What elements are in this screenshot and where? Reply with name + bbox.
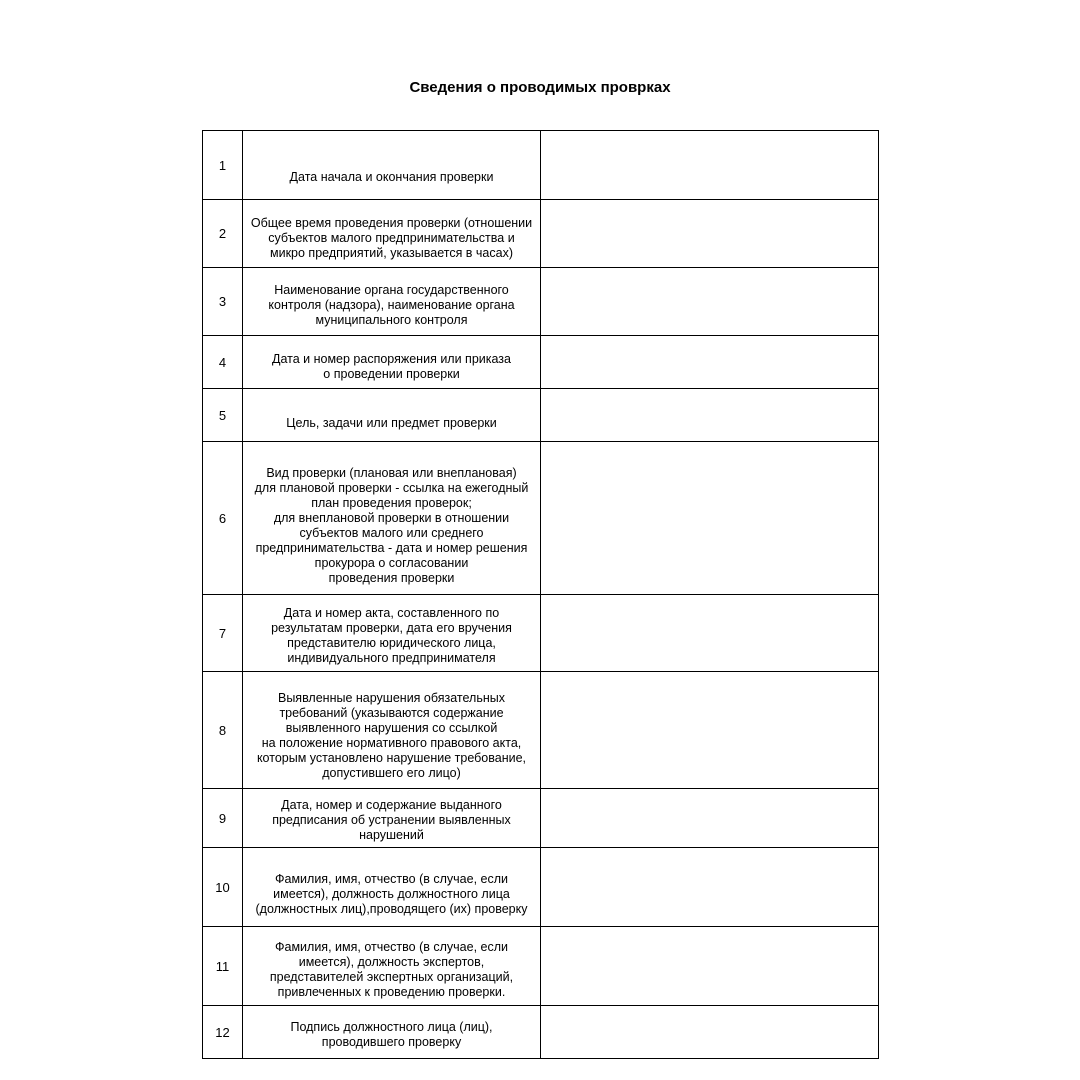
row-description bbox=[243, 442, 541, 595]
row-description-text: Дата и номер акта, составленного по результатам проверки, дата его вручения представителю юридического лица, индивидуального предпринимателя bbox=[271, 606, 512, 665]
table-row bbox=[203, 789, 879, 848]
row-description-text: Фамилия, имя, отчество (в случае, если имеется), должность экспертов, представителей экспертных организаций, привлеченных к проведению проверки. bbox=[269, 939, 514, 999]
row-value[interactable] bbox=[541, 389, 879, 442]
row-description bbox=[243, 848, 541, 927]
row-description bbox=[243, 200, 541, 268]
row-number: 5 bbox=[203, 389, 243, 442]
row-value[interactable] bbox=[541, 442, 879, 595]
table-row bbox=[203, 389, 879, 442]
row-value[interactable] bbox=[541, 268, 879, 336]
row-description bbox=[243, 131, 541, 200]
row-description-text: Дата, номер и содержание выданного предписания об устранении выявленных нарушений bbox=[272, 798, 511, 842]
row-description bbox=[243, 389, 541, 442]
row-number: 10 bbox=[203, 848, 243, 927]
row-number: 3 bbox=[203, 268, 243, 336]
row-description bbox=[243, 268, 541, 336]
row-number: 1 bbox=[203, 131, 243, 200]
row-description-text: Общее время проведения проверки (отношении субъектов малого предпринимательства и микро предприятий, указывается в часах) bbox=[250, 215, 533, 260]
table-row bbox=[203, 200, 879, 268]
row-description-text: Дата начала и окончания проверки bbox=[289, 169, 494, 184]
row-value[interactable] bbox=[541, 1006, 879, 1059]
row-description-text: Фамилия, имя, отчество (в случае, если имеется), должность должностного лица (должностных лиц),проводящего (их) проверку bbox=[255, 872, 528, 916]
row-description-text: Дата и номер распоряжения или приказа о проведении проверки bbox=[271, 351, 511, 381]
row-value[interactable] bbox=[541, 131, 879, 200]
row-description bbox=[243, 336, 541, 389]
row-description bbox=[243, 927, 541, 1006]
table-row bbox=[203, 442, 879, 595]
row-description-text: Подпись должностного лица (лиц), проводившего проверку bbox=[290, 1020, 493, 1049]
row-value[interactable] bbox=[541, 927, 879, 1006]
row-value[interactable] bbox=[541, 789, 879, 848]
row-number: 8 bbox=[203, 672, 243, 789]
row-number: 11 bbox=[203, 927, 243, 1006]
row-number: 4 bbox=[203, 336, 243, 389]
table-row bbox=[203, 927, 879, 1006]
row-description bbox=[243, 672, 541, 789]
row-description-text: Выявленные нарушения обязательных требований (указываются содержание выявленного нарушения со ссылкой на положение нормативного правового акта, которым установлено нарушение требование, допустившего его лицо) bbox=[256, 691, 527, 780]
table-row bbox=[203, 336, 879, 389]
row-value[interactable] bbox=[541, 595, 879, 672]
row-description bbox=[243, 789, 541, 848]
table-row bbox=[203, 672, 879, 789]
row-value[interactable] bbox=[541, 672, 879, 789]
row-description-text: Наименование органа государственного контроля (надзора), наименование органа муниципального контроля bbox=[268, 282, 515, 327]
row-number: 9 bbox=[203, 789, 243, 848]
row-number: 2 bbox=[203, 200, 243, 268]
row-number: 6 bbox=[203, 442, 243, 595]
table-row bbox=[203, 268, 879, 336]
row-number: 12 bbox=[203, 1006, 243, 1059]
row-description bbox=[243, 595, 541, 672]
row-description-text: Вид проверки (плановая или внеплановая) для плановой проверки - ссылка на ежегодный план проведения проверок; для внеплановой проверки в отношении субъектов малого или среднего предпринимательства - дата и номер решения прокурора о согласовании проведения проверки bbox=[254, 466, 529, 585]
row-description-text: Цель, задачи или предмет проверки bbox=[286, 416, 497, 430]
inspection-info-table bbox=[202, 130, 879, 1059]
table-row bbox=[203, 595, 879, 672]
table-row bbox=[203, 848, 879, 927]
row-description bbox=[243, 1006, 541, 1059]
row-number: 7 bbox=[203, 595, 243, 672]
table-row bbox=[203, 1006, 879, 1059]
row-value[interactable] bbox=[541, 336, 879, 389]
document-title: Сведения о проводимых проврках bbox=[409, 79, 671, 96]
row-value[interactable] bbox=[541, 848, 879, 927]
table-row bbox=[203, 131, 879, 200]
row-value[interactable] bbox=[541, 200, 879, 268]
